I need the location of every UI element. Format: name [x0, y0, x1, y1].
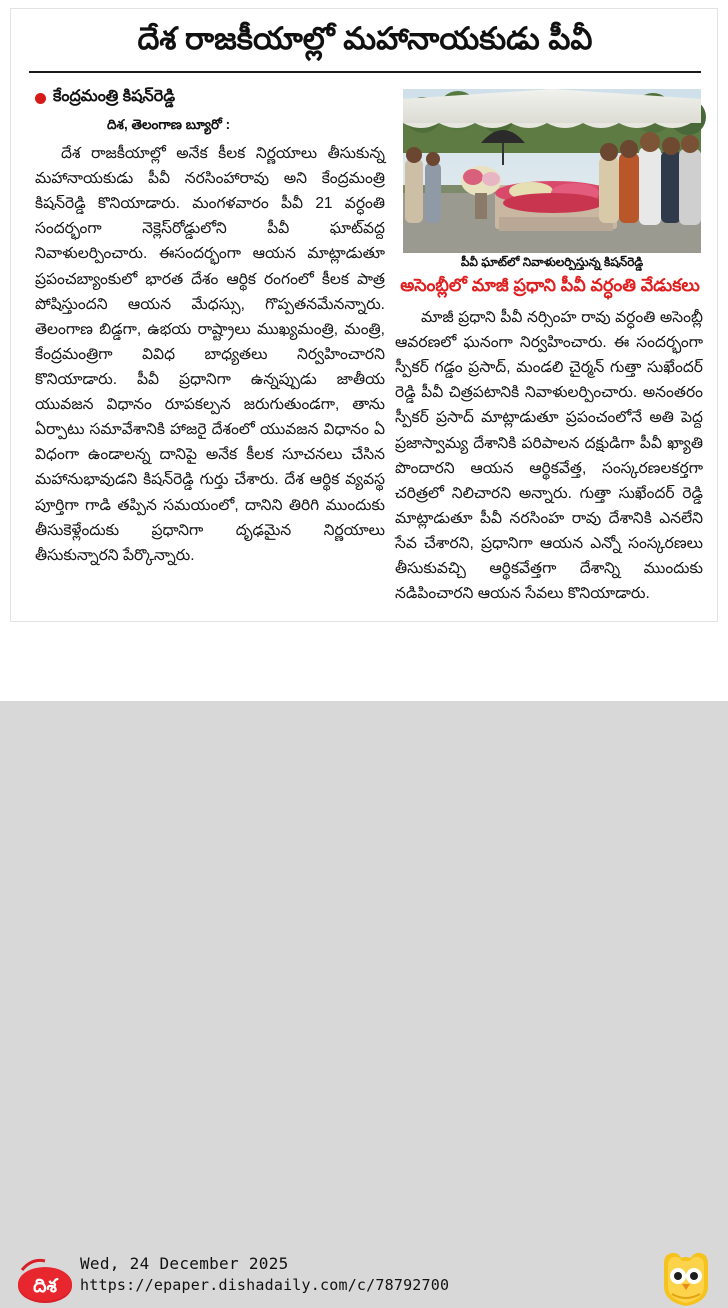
photo-illustration — [403, 89, 701, 253]
article-body-left — [35, 141, 385, 568]
article-body-right-text: మాజీ ప్రధాని పీవీ నర్సింహ రావు వర్ధంతి అసెంబ్లీ ఆవరణలో ఘనంగా నిర్వహించారు. ఈ సందర్భంగా స్పీకర్ గడ్డం ప్రసాద్, మండలి చైర్మన్ గుత్తా సుఖేందర్ రెడ్డి పీవీ చిత్రపటానికి నివాళులర్పించారు. అనంతరం స్పీకర్ ప్రసాద్ మాట్లాడుతూ ప్రపంచంలోనే అతి పెద్ద ప్రజాస్వామ్య దేశానికి పరిపాలన దక్షుడిగా పీవీ ఖ్యాతి పొందారని ఆయన ఆర్థికవేత్త, సంస్కరణలకర్తగా చరిత్రలో నిలిచారని అన్నారు. గుత్తా సుఖేందర్ రెడ్డి మాట్లాడుతూ పీవీ నరసింహ రావు దేశానికి ఎనలేని సేవ చేశారని, ప్రధానిగా ఆయన ఎన్నో సంస్కరణలు తీసుకువచ్చి ఆర్థికవేత్తగా దేశాన్ని ముందుకు నడిపించారని ఆయన సేవలు కొనియాడారు. — [395, 309, 703, 603]
page-title: దేశ రాజకీయాల్లో మహానాయకుడు పీవీ — [137, 21, 593, 56]
kicker-line — [35, 87, 175, 109]
headline-divider — [29, 71, 701, 73]
article-body-left-text: దేశ రాజకీయాల్లో అనేక కీలక నిర్ణయాలు తీసుకున్న మహానాయకుడు పీవీ నరసింహారావు అని కేంద్రమంత్రి కిషన్‌రెడ్డి కొనియాడారు. మంగళవారం పీవీ 21 వర్ధంతి సందర్భంగా నెక్లెస్‌రోడ్డులోని పీవీ ఘాట్‌వద్ద నివాళులర్పించారు. ఈసందర్భంగా ఆయన మాట్లాడుతూ ప్రపంచబ్యాంకులో భారత దేశం ఆర్థిక రంగంలో కీలక పాత్ర పోషిస్తుందని ఆయన మేధస్సు, గొప్పతనమేనన్నారు. తెలంగాణ బిడ్డగా, ఉభయ రాష్ట్రాలు ముఖ్యమంత్రి, మంత్రి, కేంద్రమంత్రిగా వివిధ బాధ్యతలు నిర్వహించారని కొనియాడారు. పీవీ ప్రధానిగా ఉన్నప్పుడు జాతీయ యువజన విధానం రూపకల్పన జరుగుతుండగా, తాను ఏర్పాటు సమావేశానికి హాజరై దేశంలో యువజన విధానం ఏ విధంగా ఉండాలన్న దానిపై అనేక కీలక సూచనలు చేసిన మహానుభావుడని కిషన్‌రెడ్డి గుర్తు చేశారు. దేశ ఆర్థిక వ్యవస్థ పూర్తిగా గాడి తప్పిన సమయంలో, దానిని తిరిగి ముందుకు తీసుకెళ్లేందుకు ప్రధానిగా దృఢమైన నిర్ణయాలు తీసుకున్నారని పేర్కొన్నారు. — [35, 145, 385, 564]
svg-text:దిశ: దిశ — [33, 1276, 57, 1297]
publication-date: Wed, 24 December 2025 — [80, 1254, 289, 1273]
article-body-right — [395, 305, 703, 606]
photo-caption: పీవీ ఘాట్‌లో నివాళులర్పిస్తున్న కిషన్‌రెడ్డి — [460, 255, 644, 269]
article-photo — [403, 89, 701, 253]
owl-icon — [658, 1250, 714, 1308]
article-clipping-frame — [10, 8, 718, 622]
clipping-url[interactable]: https://epaper.dishadaily.com/c/78792700 — [80, 1276, 450, 1294]
byline: దిశ, తెలంగాణ బ్యూరో : — [107, 117, 231, 132]
article-subheading: అసెంబ్లీలో మాజీ ప్రధాని పీవీ వర్ధంతి వేడుకలు — [400, 275, 700, 295]
bullet-icon — [35, 93, 46, 104]
disha-logo-icon — [16, 1256, 74, 1308]
footer-bar — [0, 624, 728, 1297]
kicker-label: కేంద్రమంత్రి కిషన్‌రెడ్డి — [53, 88, 176, 105]
